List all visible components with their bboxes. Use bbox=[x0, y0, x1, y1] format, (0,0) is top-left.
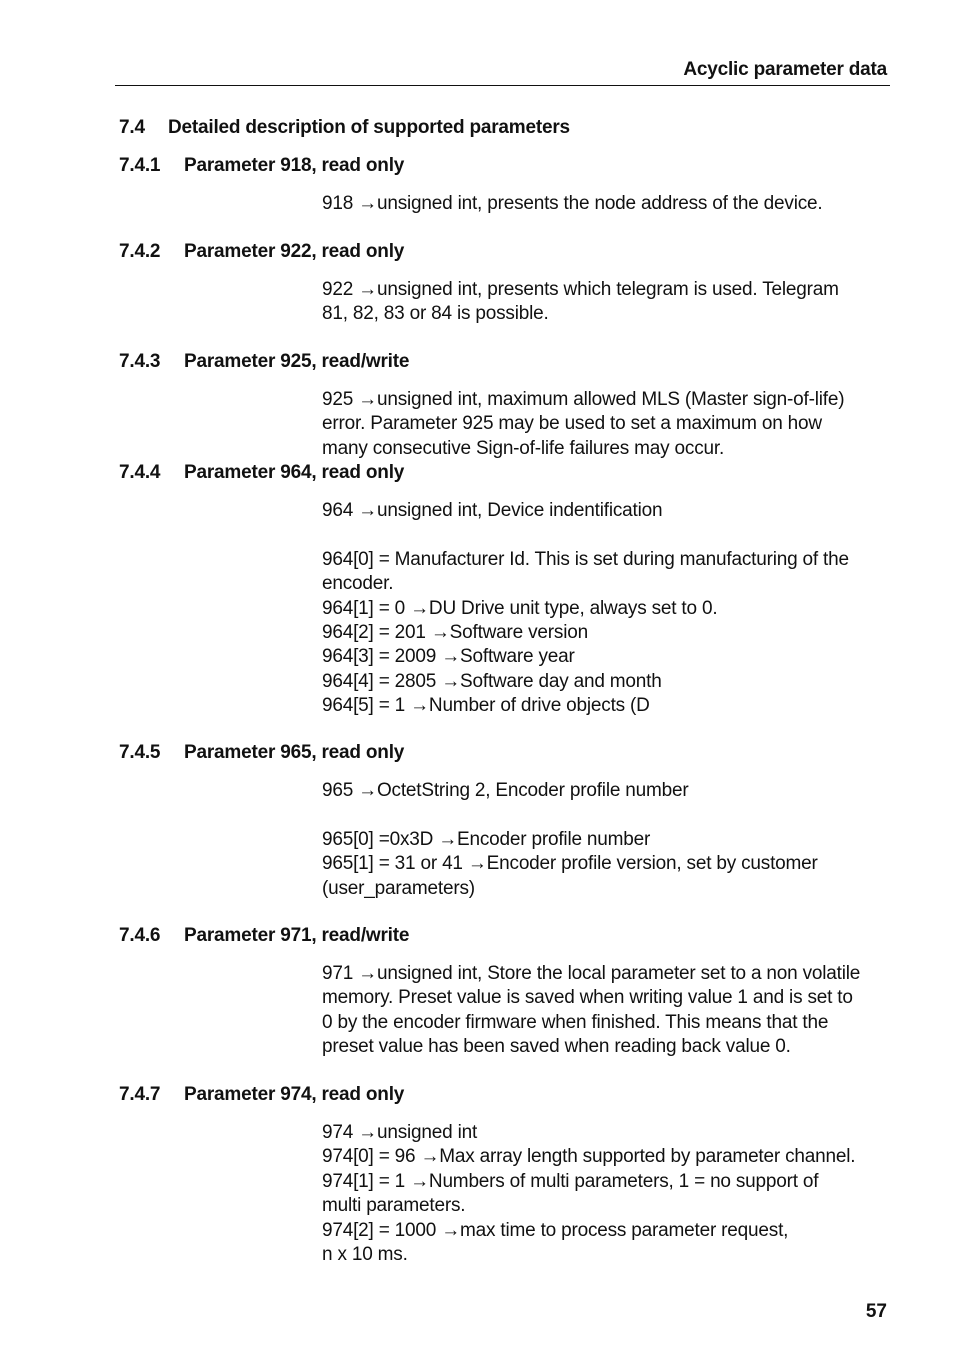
body-line: 964[4] = 2805 →Software day and month bbox=[322, 670, 662, 692]
subsection-title: Parameter 925, read/write bbox=[184, 351, 410, 372]
subsection-number: 7.4.7 bbox=[119, 1084, 161, 1105]
subsection-number: 7.4.2 bbox=[119, 241, 161, 262]
blank-line bbox=[322, 523, 887, 547]
subsection-heading bbox=[119, 462, 404, 484]
body-line: 81, 82, 83 or 84 is possible. bbox=[322, 303, 549, 325]
body-line: 965[1] = 31 or 41 →Encoder profile version, set by customer bbox=[322, 853, 818, 875]
body-line: 974[0] = 96 →Max array length supported by parameter channel. bbox=[322, 1146, 856, 1168]
body-line: 922 →unsigned int, presents which telegram is used. Telegram bbox=[322, 279, 839, 300]
body-line: many consecutive Sign-of-life failures may occur. bbox=[322, 437, 725, 459]
subsection-title: Parameter 922, read only bbox=[184, 241, 405, 262]
subsection-number: 7.4.5 bbox=[119, 742, 161, 763]
page-number: 57 bbox=[865, 1301, 887, 1322]
section-heading bbox=[119, 117, 570, 139]
body-line: n x 10 ms. bbox=[322, 1244, 408, 1266]
subsection-title: Parameter 918, read only bbox=[184, 155, 405, 176]
subsection-number: 7.4.6 bbox=[119, 925, 161, 946]
body-line: (user_parameters) bbox=[322, 877, 475, 899]
subsection-title: Parameter 964, read only bbox=[184, 462, 405, 483]
subsection-body bbox=[322, 192, 887, 216]
subsection-body bbox=[322, 779, 887, 901]
subsection-body bbox=[322, 962, 887, 1060]
body-line: 964[0] = Manufacturer Id. This is set during manufacturing of the bbox=[322, 548, 849, 570]
body-line: 974[2] = 1000 →max time to process parameter request, bbox=[322, 1219, 789, 1241]
body-line: 918 →unsigned int, presents the node address of the device. bbox=[322, 193, 823, 214]
subsection-body bbox=[322, 388, 887, 461]
body-line: preset value has been saved when reading back value 0. bbox=[322, 1036, 791, 1058]
subsection-number: 7.4.4 bbox=[119, 462, 161, 483]
body-line: multi parameters. bbox=[322, 1195, 466, 1217]
subsection-body bbox=[322, 1121, 887, 1267]
subsection-heading bbox=[119, 351, 409, 373]
subsection-body bbox=[322, 278, 887, 327]
subsection-heading bbox=[119, 241, 404, 263]
body-line: 971 →unsigned int, Store the local parameter set to a non volatile bbox=[322, 963, 861, 984]
body-line: 965 →OctetString 2, Encoder profile number bbox=[322, 780, 689, 801]
body-line: 0 by the encoder firmware when finished. This means that the bbox=[322, 1011, 829, 1033]
body-line: encoder. bbox=[322, 573, 394, 595]
body-line: error. Parameter 925 may be used to set a maximum on how bbox=[322, 413, 822, 435]
subsection-title: Parameter 965, read only bbox=[184, 742, 405, 763]
body-line: 925 →unsigned int, maximum allowed MLS (Master sign-of-life) bbox=[322, 389, 845, 410]
body-line: 965[0] =0x3D →Encoder profile number bbox=[322, 828, 651, 850]
body-line: 974[1] = 1 →Numbers of multi parameters, 1 = no support of bbox=[322, 1170, 819, 1192]
body-line: 964[1] = 0 →DU Drive unit type, always set to 0. bbox=[322, 597, 718, 619]
section-title: Detailed description of supported parameters bbox=[168, 117, 570, 138]
subsection-body bbox=[322, 499, 887, 719]
blank-line bbox=[322, 803, 887, 827]
subsection-heading bbox=[119, 1084, 404, 1106]
subsection-number: 7.4.3 bbox=[119, 351, 161, 372]
body-line: 964 →unsigned int, Device indentification bbox=[322, 500, 663, 521]
subsection-title: Parameter 971, read/write bbox=[184, 925, 410, 946]
body-line: 974 →unsigned int bbox=[322, 1122, 478, 1143]
running-header: Acyclic parameter data bbox=[683, 59, 887, 80]
body-line: memory. Preset value is saved when writing value 1 and is set to bbox=[322, 987, 853, 1009]
header-rule bbox=[115, 85, 890, 86]
body-line: 964[5] = 1 →Number of drive objects (D bbox=[322, 695, 650, 717]
section-number: 7.4 bbox=[119, 117, 145, 138]
subsection-number: 7.4.1 bbox=[119, 155, 161, 176]
subsection-title: Parameter 974, read only bbox=[184, 1084, 405, 1105]
body-line: 964[2] = 201 →Software version bbox=[322, 622, 588, 644]
body-line: 964[3] = 2009 →Software year bbox=[322, 646, 575, 668]
subsection-heading bbox=[119, 155, 404, 177]
subsection-heading bbox=[119, 742, 404, 764]
subsection-heading bbox=[119, 925, 409, 947]
